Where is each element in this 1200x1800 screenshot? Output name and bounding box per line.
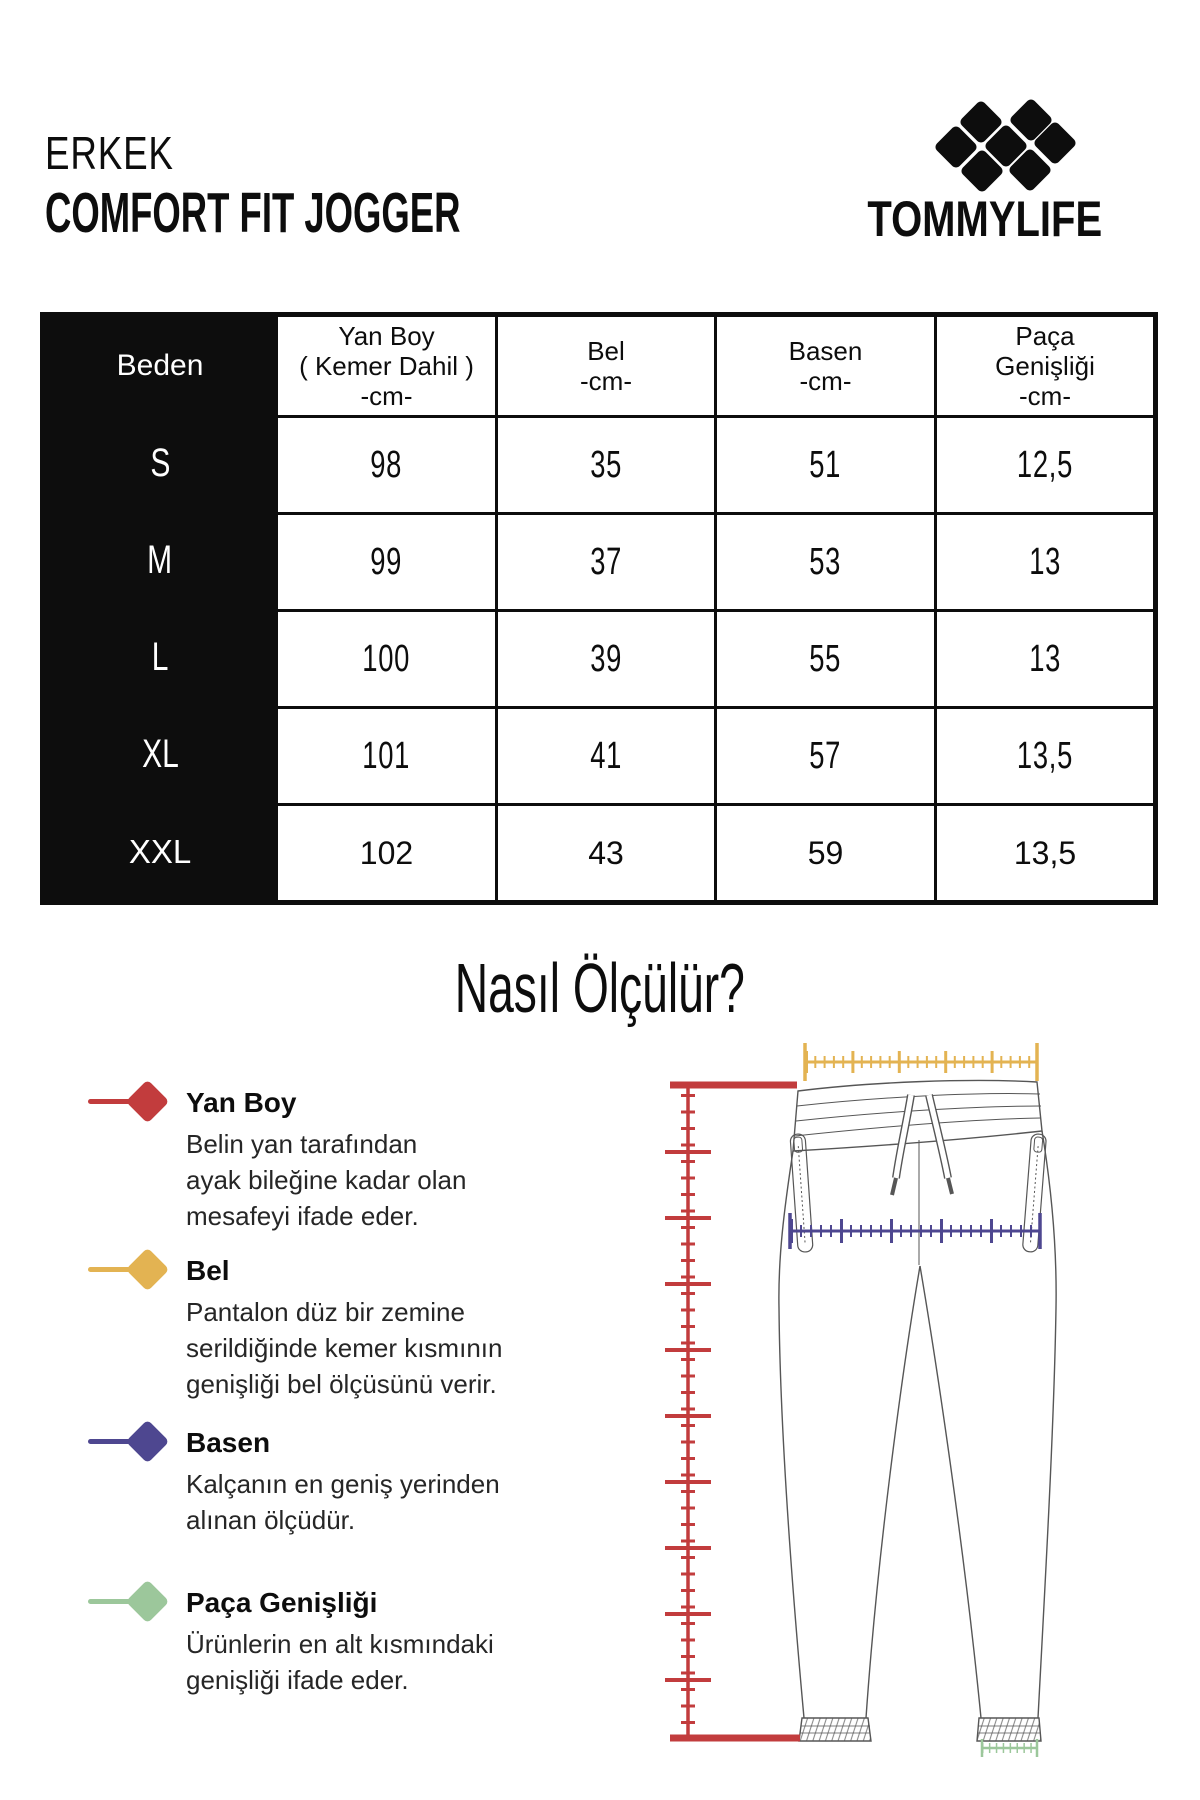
- value-cell: 99: [275, 512, 495, 609]
- brand-name-text: TOMMYLIFE: [867, 191, 1103, 247]
- size-cell: XL: [45, 706, 275, 803]
- legend-name: Basen: [186, 1427, 271, 1458]
- size-cell: XXL: [45, 803, 275, 900]
- value-cell: 37: [495, 512, 714, 609]
- size-cell: S: [45, 415, 275, 512]
- value-cell: 98: [275, 415, 495, 512]
- value-cell: 41: [495, 706, 714, 803]
- table-corner-cell: Beden: [45, 317, 275, 415]
- value-cell: 35: [495, 415, 714, 512]
- legend-name: Paça Genişliği: [186, 1587, 378, 1618]
- legend-marker: [88, 1086, 186, 1126]
- zip-pocket-right: [1022, 1134, 1046, 1253]
- value-cell: 59: [714, 803, 934, 900]
- legend-item-paca-genisligi: [88, 1586, 526, 1698]
- jogger-measure-diagram: [620, 1030, 1080, 1770]
- column-header-paca: Paça Genişliği -cm-: [934, 317, 1153, 415]
- bel-ruler: [805, 1043, 1037, 1081]
- legend-marker: [88, 1426, 186, 1466]
- value-cell: 57: [714, 706, 934, 803]
- column-header-yan-boy: Yan Boy ( Kemer Dahil ) -cm-: [275, 317, 495, 415]
- product-title-text: COMFORT FIT JOGGER: [45, 181, 461, 245]
- yan-boy-ruler: [670, 1085, 800, 1738]
- how-to-measure-title: Nasıl Ölçülür?: [454, 949, 746, 1027]
- value-cell: 13,5: [934, 706, 1153, 803]
- value-cell: 13: [934, 512, 1153, 609]
- diamond-icon: [126, 1248, 170, 1292]
- category-title-text: ERKEK: [45, 127, 174, 179]
- legend-name: Bel: [186, 1255, 230, 1286]
- legend-description: Pantalon düz bir zemine serildiğinde kemer kısmının genişliği bel ölçüsünü verir.: [186, 1297, 503, 1399]
- size-table: [40, 312, 1158, 905]
- legend-description: Belin yan tarafından ayak bileğine kadar olan mesafeyi ifade eder.: [186, 1129, 467, 1231]
- value-cell: 39: [495, 609, 714, 706]
- value-cell: 13,5: [934, 803, 1153, 900]
- value-cell: 43: [495, 803, 714, 900]
- value-cell: 102: [275, 803, 495, 900]
- value-cell: 55: [714, 609, 934, 706]
- category-title: [45, 126, 206, 180]
- size-cell: M: [45, 512, 275, 609]
- legend-item-basen: [88, 1426, 526, 1538]
- jogger-sketch: [779, 1080, 1056, 1741]
- diamond-icon: [126, 1080, 170, 1124]
- brand-logo: [928, 95, 1088, 205]
- legend-item-yan-boy: [88, 1086, 526, 1234]
- legend-name: Yan Boy: [186, 1087, 297, 1118]
- value-cell: 51: [714, 415, 934, 512]
- legend-item-bel: [88, 1254, 526, 1402]
- product-title: [45, 180, 694, 246]
- size-cell: L: [45, 609, 275, 706]
- value-cell: 12,5: [934, 415, 1153, 512]
- value-cell: 101: [275, 706, 495, 803]
- value-cell: 13: [934, 609, 1153, 706]
- diamond-icon: [126, 1580, 170, 1624]
- legend-marker: [88, 1586, 186, 1626]
- value-cell: 100: [275, 609, 495, 706]
- legend-description: Kalçanın en geniş yerinden alınan ölçüdür.: [186, 1469, 500, 1535]
- diamond-icon: [126, 1420, 170, 1464]
- value-cell: 53: [714, 512, 934, 609]
- brand-name: [835, 190, 1135, 248]
- legend-description: Ürünlerin en alt kısmındaki genişliği ifade eder.: [186, 1629, 494, 1695]
- column-header-basen: Basen -cm-: [714, 317, 934, 415]
- legend-marker: [88, 1254, 186, 1294]
- column-header-bel: Bel -cm-: [495, 317, 714, 415]
- basen-ruler: [790, 1213, 1040, 1249]
